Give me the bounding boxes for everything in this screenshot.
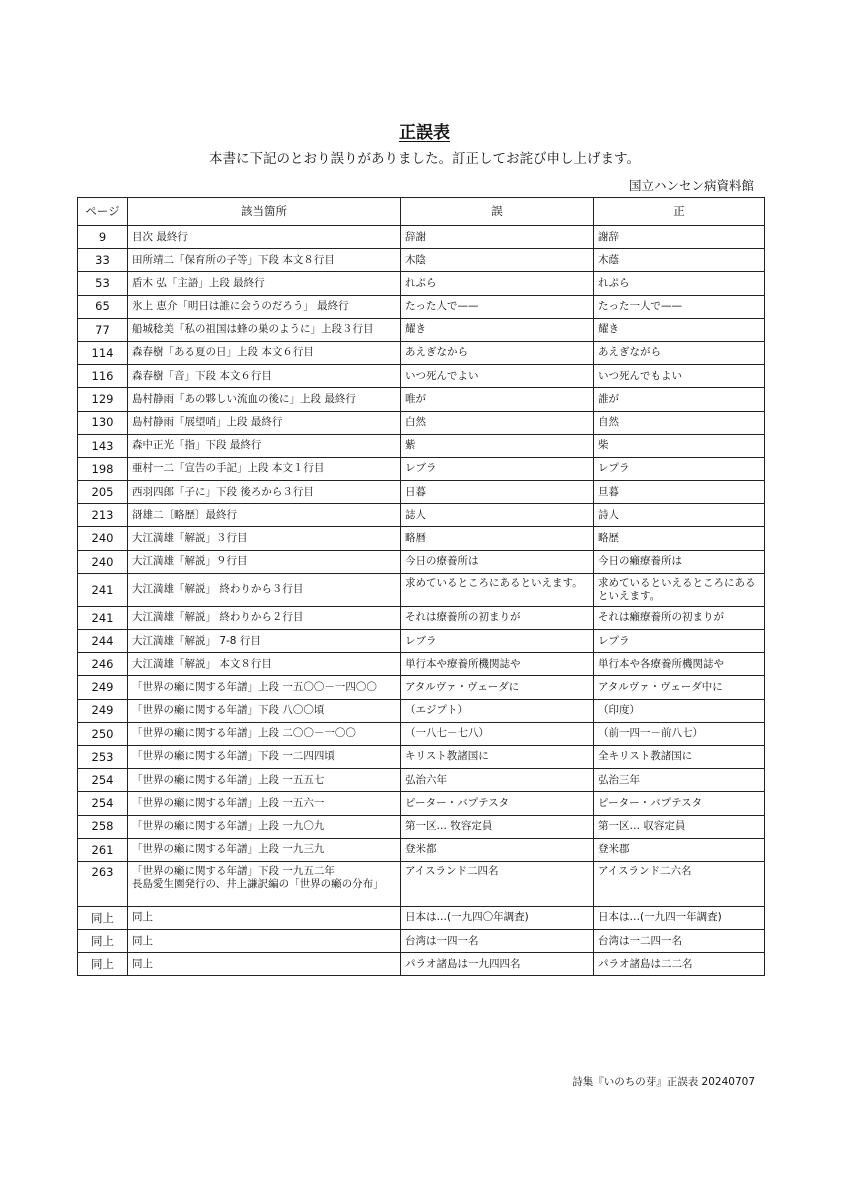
header-page: ページ [78,198,128,226]
page-cell: 241 [78,606,128,629]
location-cell: 船城稔美「私の祖国は蜂の巣のように」上段３行目 [128,318,401,341]
table-row [78,769,765,792]
page-cell: 同上 [78,906,128,929]
table-row [78,906,765,929]
page-cell: 250 [78,722,128,745]
location-cell: 「世界の癩に関する年譜」上段 一五〇〇－一四〇〇 [128,676,401,699]
correct-cell: （印度） [594,699,765,722]
table-row [78,745,765,768]
wrong-cell: レブラ [401,457,594,480]
page-cell: 同上 [78,930,128,953]
wrong-cell: 木陰 [401,249,594,272]
correct-cell: 登米郡 [594,838,765,861]
page-cell: 249 [78,699,128,722]
page-cell: 249 [78,676,128,699]
wrong-cell: アイスランド二四名 [401,861,594,906]
location-cell: 同上 [128,953,401,976]
table-row [78,630,765,653]
location-cell: 島村静雨「あの夥しい流血の後に」上段 最終行 [128,388,401,411]
wrong-cell: いつ死んでよい [401,365,594,388]
correct-cell: それは癩療養所の初まりが [594,606,765,629]
header-correct: 正 [594,198,765,226]
page-cell: 246 [78,653,128,676]
correct-cell: レプラ [594,630,765,653]
table-row [78,295,765,318]
wrong-cell: パラオ諸島は一九四四名 [401,953,594,976]
page-title [0,118,849,143]
location-cell: 田所靖二「保育所の子等」下段 本文８行目 [128,249,401,272]
correct-cell: 台湾は一二四一名 [594,930,765,953]
table-row [78,653,765,676]
wrong-cell: アタルヴァ・ヴェーダに [401,676,594,699]
page-cell: 205 [78,481,128,504]
location-cell: 大江満雄「解説」 終わりから３行目 [128,573,401,606]
correct-cell: レプラ [594,457,765,480]
correct-cell: たった一人で—— [594,295,765,318]
page-title-text: 正誤表 [399,123,450,143]
table-row [78,434,765,457]
page-cell: 33 [78,249,128,272]
table-row [78,699,765,722]
correct-cell: 全キリスト教諸国に [594,745,765,768]
table-row [78,481,765,504]
wrong-cell: 日暮 [401,481,594,504]
errata-table [77,197,765,976]
table-row [78,272,765,295]
wrong-cell: れぷら [401,272,594,295]
location-cell: 「世界の癩に関する年譜」上段 一九三九 [128,838,401,861]
location-cell: 同上 [128,906,401,929]
wrong-cell: ピーター・バプテスタ [401,792,594,815]
location-cell: 「世界の癩に関する年譜」下段 一二四四頃 [128,745,401,768]
location-cell: 盾木 弘「主語」上段 最終行 [128,272,401,295]
table-row [78,815,765,838]
location-cell: 森春樹「ある夏の日」上段 本文６行目 [128,341,401,364]
wrong-cell: 誌人 [401,504,594,527]
table-row [78,953,765,976]
table-row [78,365,765,388]
correct-cell: アタルヴァ・ヴェーダ中に [594,676,765,699]
location-line: 「世界の癩に関する年譜」下段 一九五二年 [132,864,335,877]
wrong-cell: それは療養所の初まりが [401,606,594,629]
wrong-cell: 辞謝 [401,226,594,249]
correct-cell: 耀き [594,318,765,341]
wrong-cell: たった人で—— [401,295,594,318]
location-cell: 島村静雨「展望哨」上段 最終行 [128,411,401,434]
page-cell: 241 [78,573,128,606]
location-cell: 森中正光「指」下段 最終行 [128,434,401,457]
correct-cell: 第一区… 収容定員 [594,815,765,838]
page-cell: 253 [78,745,128,768]
correct-cell: 求めているといえるところにあるといえます。 [594,573,765,606]
location-cell: 「世界の癩に関する年譜」上段 二〇〇－一〇〇 [128,722,401,745]
correct-cell: れぷら [594,272,765,295]
footer-note: 詩集『いのちの芽』正誤表 20240707 [572,1076,755,1088]
table-row [78,504,765,527]
location-cell [128,861,401,906]
table-row [78,249,765,272]
correct-cell: 柴 [594,434,765,457]
wrong-cell: 日本は…(一九四〇年調査) [401,906,594,929]
page-cell: 130 [78,411,128,434]
wrong-cell: 白然 [401,411,594,434]
page-cell: 77 [78,318,128,341]
wrong-cell: 登米都 [401,838,594,861]
wrong-cell: 耀き [401,318,594,341]
page-cell: 9 [78,226,128,249]
table-row [78,550,765,573]
wrong-cell: 台湾は一四一名 [401,930,594,953]
correct-cell: あえぎながら [594,341,765,364]
page-cell: 53 [78,272,128,295]
table-row [78,792,765,815]
correct-cell: 略歴 [594,527,765,550]
correct-cell: 木蔭 [594,249,765,272]
wrong-cell: 求めているところにあるといえます。 [401,573,594,606]
correct-cell: ピーター・バプテスタ [594,792,765,815]
correct-cell: 今日の癩療養所は [594,550,765,573]
page-cell: 240 [78,527,128,550]
page-cell: 143 [78,434,128,457]
table-row [78,676,765,699]
table-row [78,226,765,249]
table-row [78,341,765,364]
location-cell: 大江満雄「解説」 終わりから２行目 [128,606,401,629]
location-cell: 「世界の癩に関する年譜」下段 八〇〇頃 [128,699,401,722]
correct-cell: アイスランド二六名 [594,861,765,906]
location-cell: 大江満雄「解説」 7-8 行目 [128,630,401,653]
location-cell: 西羽四郎「子に」下段 後ろから３行目 [128,481,401,504]
page-cell: 240 [78,550,128,573]
wrong-cell: レブラ [401,630,594,653]
page-cell: 198 [78,457,128,480]
page-cell: 65 [78,295,128,318]
table-row [78,457,765,480]
correct-cell: 単行本や各療養所機関誌や [594,653,765,676]
correct-cell: いつ死んでもよい [594,365,765,388]
table-row [78,606,765,629]
page-cell: 同上 [78,953,128,976]
correct-cell: （前一四一－前八七） [594,722,765,745]
location-cell: 目次 最終行 [128,226,401,249]
header-wrong: 誤 [401,198,594,226]
header-row [78,198,765,226]
wrong-cell: あえぎなから [401,341,594,364]
location-line-2: 長島愛生園発行の、井上謙訳編の「世界の癩の分布」 [132,878,384,890]
wrong-cell: （エジプト） [401,699,594,722]
page-cell: 263 [78,861,128,906]
wrong-cell: キリスト教諸国に [401,745,594,768]
correct-cell: 謝辞 [594,226,765,249]
correct-cell: 弘治三年 [594,769,765,792]
page-cell: 114 [78,341,128,364]
location-cell: 谺雄二〔略歴〕最終行 [128,504,401,527]
table-row [78,527,765,550]
apology-notice: 本書に下記のとおり誤りがありました。訂正してお詫び申し上げます。 [209,151,640,167]
issuer-name: 国立ハンセン病資料館 [628,178,754,193]
wrong-cell: 紫 [401,434,594,457]
page-cell: 254 [78,769,128,792]
wrong-cell: 今日の療養所は [401,550,594,573]
table-row [78,573,765,606]
table-row [78,318,765,341]
correct-cell: パラオ諸島は二二名 [594,953,765,976]
location-cell: 同上 [128,930,401,953]
correct-cell: 自然 [594,411,765,434]
wrong-cell: 第一区… 牧容定員 [401,815,594,838]
wrong-cell: 唯が [401,388,594,411]
location-cell: 「世界の癩に関する年譜」上段 一五六一 [128,792,401,815]
page-cell: 261 [78,838,128,861]
location-cell: 「世界の癩に関する年譜」上段 一九〇九 [128,815,401,838]
page-cell: 129 [78,388,128,411]
page-cell: 254 [78,792,128,815]
table-row [78,722,765,745]
location-cell: 亜村一二「宣告の手記」上段 本文１行目 [128,457,401,480]
wrong-cell: 弘治六年 [401,769,594,792]
wrong-cell: （一八七－七八） [401,722,594,745]
correct-cell: 詩人 [594,504,765,527]
table-row [78,930,765,953]
table-row [78,411,765,434]
page-cell: 213 [78,504,128,527]
table-row [78,861,765,906]
wrong-cell: 略暦 [401,527,594,550]
location-cell: 大江満雄「解説」３行目 [128,527,401,550]
errata-body [78,226,765,976]
page-cell: 244 [78,630,128,653]
correct-cell: 日本は…(一九四一年調査) [594,906,765,929]
page-cell: 116 [78,365,128,388]
page-cell: 258 [78,815,128,838]
correct-cell: 誰が [594,388,765,411]
location-cell: 氷上 恵介「明日は誰に会うのだろう」 最終行 [128,295,401,318]
location-cell: 森春樹「音」下段 本文６行目 [128,365,401,388]
header-location: 該当箇所 [128,198,401,226]
correct-cell: 旦暮 [594,481,765,504]
table-row [78,388,765,411]
table-row [78,838,765,861]
location-cell: 「世界の癩に関する年譜」上段 一五五七 [128,769,401,792]
location-cell: 大江満雄「解説」 本文８行目 [128,653,401,676]
wrong-cell: 単行本や療養所機関誌や [401,653,594,676]
location-cell: 大江満雄「解説」９行目 [128,550,401,573]
